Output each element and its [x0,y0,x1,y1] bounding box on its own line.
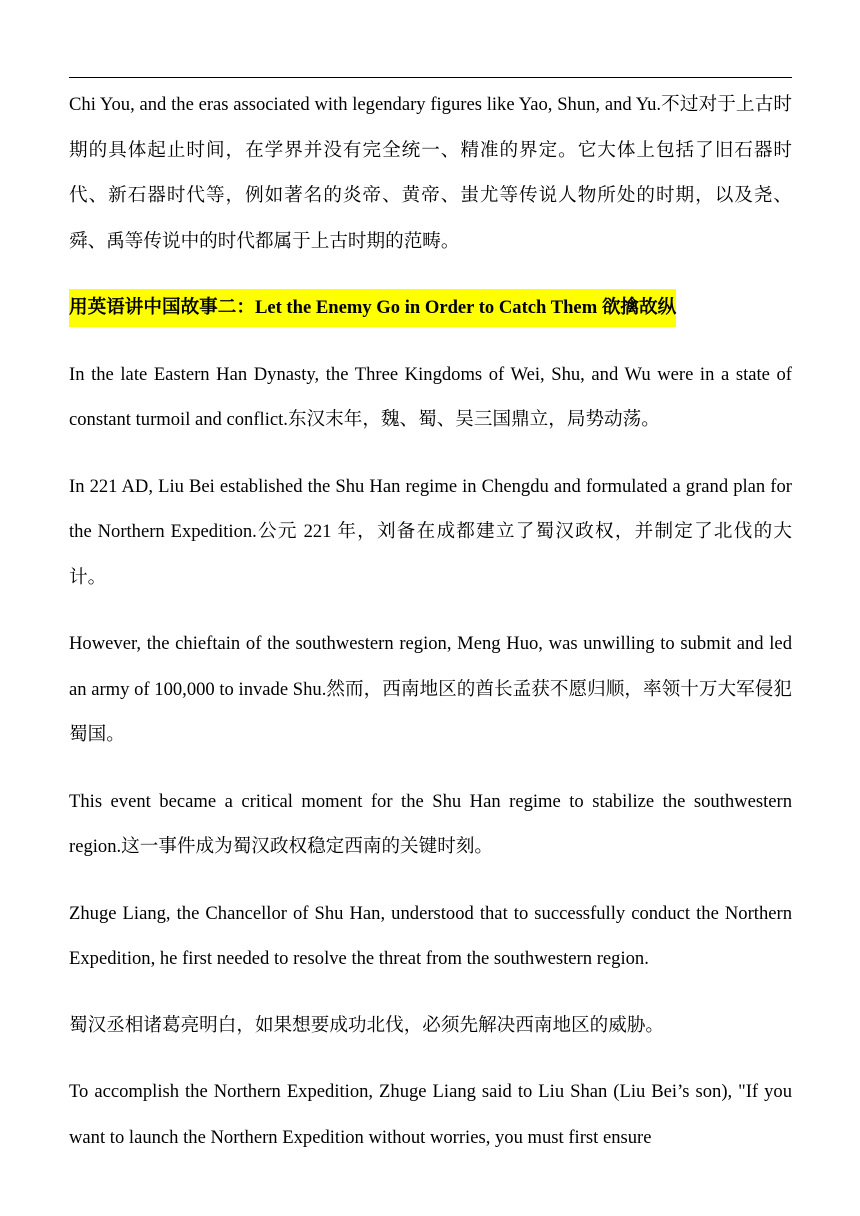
header-rule [69,77,792,78]
paragraph-northern-expedition: To accomplish the Northern Expedition, Zhuge Liang said to Liu Shan (Liu Bei’s son), "If you want to launch the Northern Expedition without worries, you must first ensure [69,1081,792,1148]
paragraph-eastern-han: In the late Eastern Han Dynasty, the Three Kingdoms of Wei, Shu, and Wu were in a state of constant turmoil and conflict.东汉末年，魏、蜀、吴三国鼎立，局势动荡。 [69,363,792,430]
paragraph-liu-bei: In 221 AD, Liu Bei established the Shu Han regime in Chengdu and formulated a grand plan for the Northern Expedition.公元 221 年，刘备在成都建立了蜀汉政权，并制定了北伐的大计。 [69,475,792,588]
section-heading-text: 用英语讲中国故事二：Let the Enemy Go in Order to Catch Them 欲擒故纵 [69,289,676,327]
section-heading [69,285,792,331]
paragraph-intro-continuation: Chi You, and the eras associated with legendary figures like Yao, Shun, and Yu.不过对于上古时期的具体起止时间，在学界并没有完全统一、精准的界定。它大体上包括了旧石器时代、新石器时代等，例如著名的炎帝、黄帝、蚩尤等传说人物所处的时期，以及尧、舜、禹等传说中的时代都属于上古时期的范畴。 [69,94,792,252]
paragraph-meng-huo: However, the chieftain of the southwestern region, Meng Huo, was unwilling to submit and led an army of 100,000 to invade Shu.然而，西南地区的酋长孟获不愿归顺，率领十万大军侵犯蜀国。 [69,633,792,745]
paragraph-critical-moment: This event became a critical moment for the Shu Han regime to stabilize the southwestern region.这一事件成为蜀汉政权稳定西南的关键时刻。 [69,790,792,857]
paragraph-zhuge-liang-zh: 蜀汉丞相诸葛亮明白，如果想要成功北伐，必须先解决西南地区的威胁。 [69,1014,665,1036]
paragraph-zhuge-liang-en: Zhuge Liang, the Chancellor of Shu Han, understood that to successfully conduct the Northern Expedition, he first needed to resolve the threat from the southwestern region. [69,902,792,969]
document-body [69,82,792,1160]
